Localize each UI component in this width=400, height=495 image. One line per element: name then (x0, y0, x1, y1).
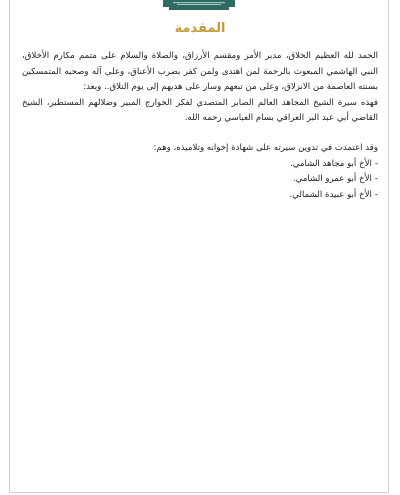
paragraph-spacer (22, 127, 378, 141)
list-marker: - (374, 174, 378, 185)
subject-paragraph: فهذه سيرة الشيخ المجاهد العالم الصابر المتصدي لفكر الخوارج المبير وضلالهم المستطير، الشيخ القاضي أبي عبد البر العراقي بسام العباسي رحمه الله. (22, 97, 378, 124)
sources-intro: وقد اعتمدت في تدوين سيرته على شهادة إخوانه وتلاميذه، وهم: (153, 142, 378, 153)
list-item (22, 172, 378, 188)
document-body (22, 20, 378, 203)
list-item-text: الأخ أبو مجاهد الشامي. (290, 158, 372, 169)
list-item (22, 157, 378, 173)
opening-paragraph: الحمد لله العظيم الخلاق، مدبر الأمر ومقسم الأرزاق، والصلاة والسلام على متمم مكارم الأخلاق، النبي الهاشمي المبعوث بالرحمة لمن اهتدى ولمن كفر بضرب الأعناق، وعلى آله وصحبه المتمسكين بسنته العاصمة من الانزلاق، وعلى من تبعهم وسار على هديهم إلى يوم التلاق.. وبعد: (22, 51, 378, 93)
page-title: المقدمة (174, 21, 226, 36)
list-item-text: الأخ أبو عبيدة الشمالي. (289, 189, 372, 200)
list-marker: - (374, 158, 378, 169)
list-item-text: الأخ أبو عمرو الشامي. (292, 174, 372, 185)
list-marker: - (374, 189, 378, 200)
ornament-banner-icon (163, 0, 235, 10)
sources-list (22, 157, 378, 204)
list-item (22, 188, 378, 204)
